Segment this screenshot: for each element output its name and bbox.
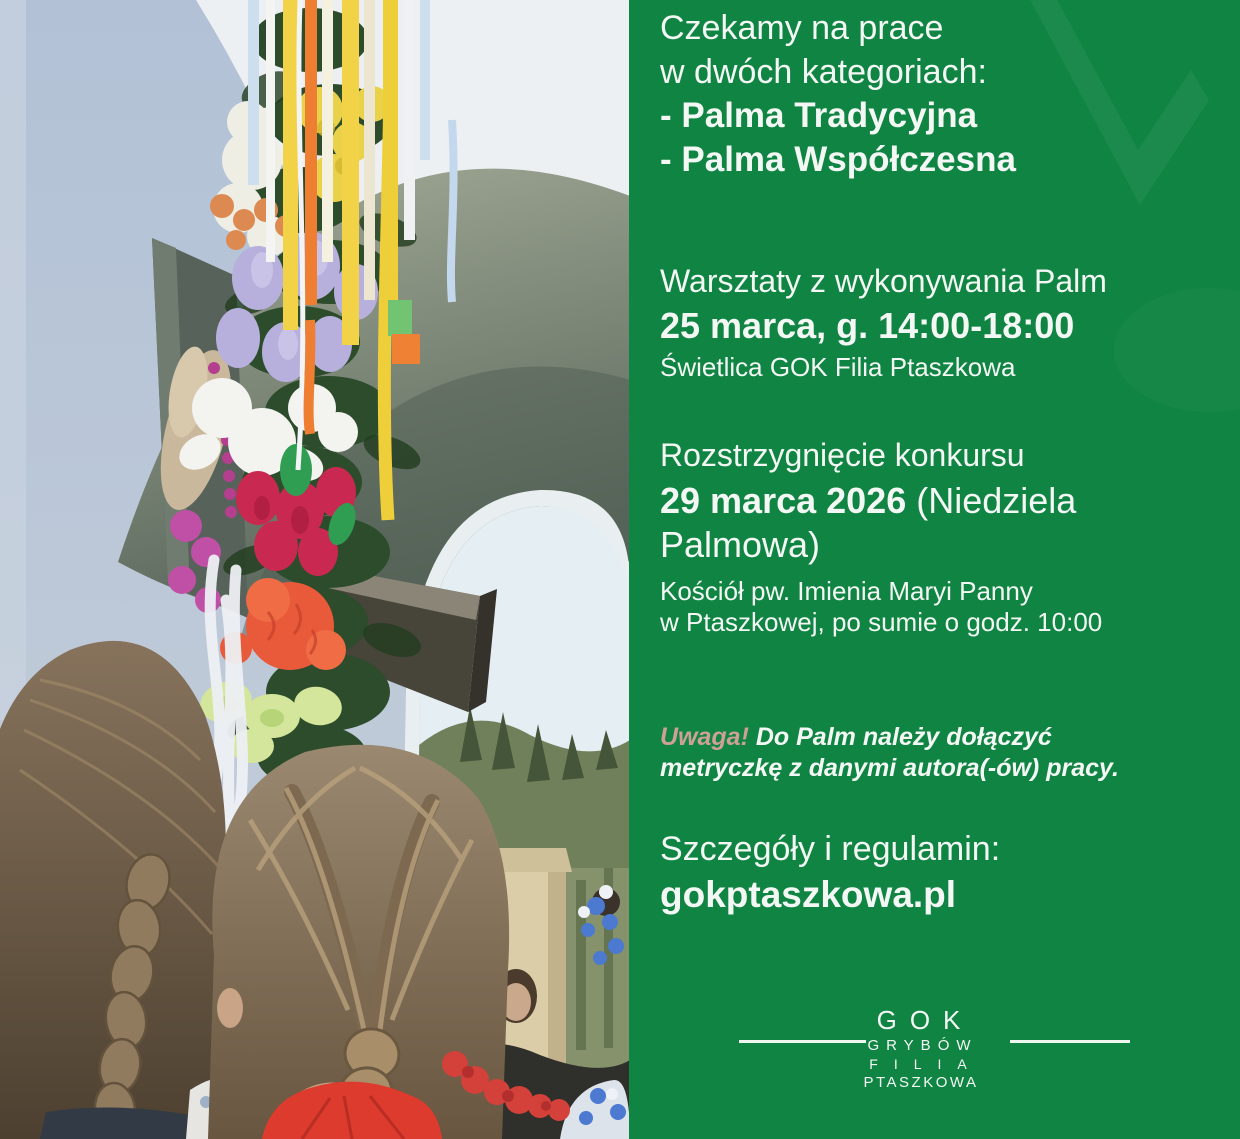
results-date-rest: (Niedziela Palmowa)	[660, 480, 1077, 565]
intro-line-2: w dwóch kategoriach:	[660, 53, 987, 91]
logo-line-ptaszkowa: PTASZKOWA	[863, 1074, 979, 1091]
workshops-section	[660, 260, 1107, 383]
footer-section	[660, 826, 1000, 918]
logo-rule-right	[1010, 1040, 1130, 1043]
note-text-block	[660, 722, 1165, 784]
footer-website: gokptaszkowa.pl	[660, 874, 957, 915]
logo-line-filia: FILIA	[869, 1056, 983, 1072]
note-text: Do Palm należy dołączyć metryczkę z danymi autora(-ów) pracy.	[660, 723, 1119, 782]
results-title: Rozstrzygnięcie konkursu	[660, 437, 1025, 473]
logo-line-gok: GOK	[876, 1005, 974, 1035]
info-panel	[629, 0, 1240, 1139]
results-date-bold: 29 marca 2026	[660, 480, 907, 521]
workshops-datetime: 25 marca, g. 14:00-18:00	[660, 305, 1075, 346]
workshops-location: Świetlica GOK Filia Ptaszkowa	[660, 352, 1016, 382]
intro-line-1: Czekamy na prace	[660, 9, 944, 47]
intro-section	[660, 6, 1016, 182]
results-date	[660, 479, 1140, 567]
category-modern: - Palma Współczesna	[660, 140, 1016, 179]
logo-text	[840, 1004, 1000, 1090]
category-traditional: - Palma Tradycyjna	[660, 96, 978, 135]
results-section	[660, 434, 1140, 638]
results-location-1: Kościół pw. Imienia Maryi Panny	[660, 576, 1033, 606]
gok-logo	[629, 1004, 1240, 1099]
results-location-2: w Ptaszkowej, po sumie o godz. 10:00	[660, 607, 1103, 637]
note-highlight: Uwaga!	[660, 723, 749, 751]
note-section	[660, 722, 1165, 784]
logo-line-grybow: GRYBÓW	[867, 1037, 978, 1054]
workshops-title: Warsztaty z wykonywania Palm	[660, 263, 1107, 299]
footer-label: Szczegóły i regulamin:	[660, 830, 1001, 868]
